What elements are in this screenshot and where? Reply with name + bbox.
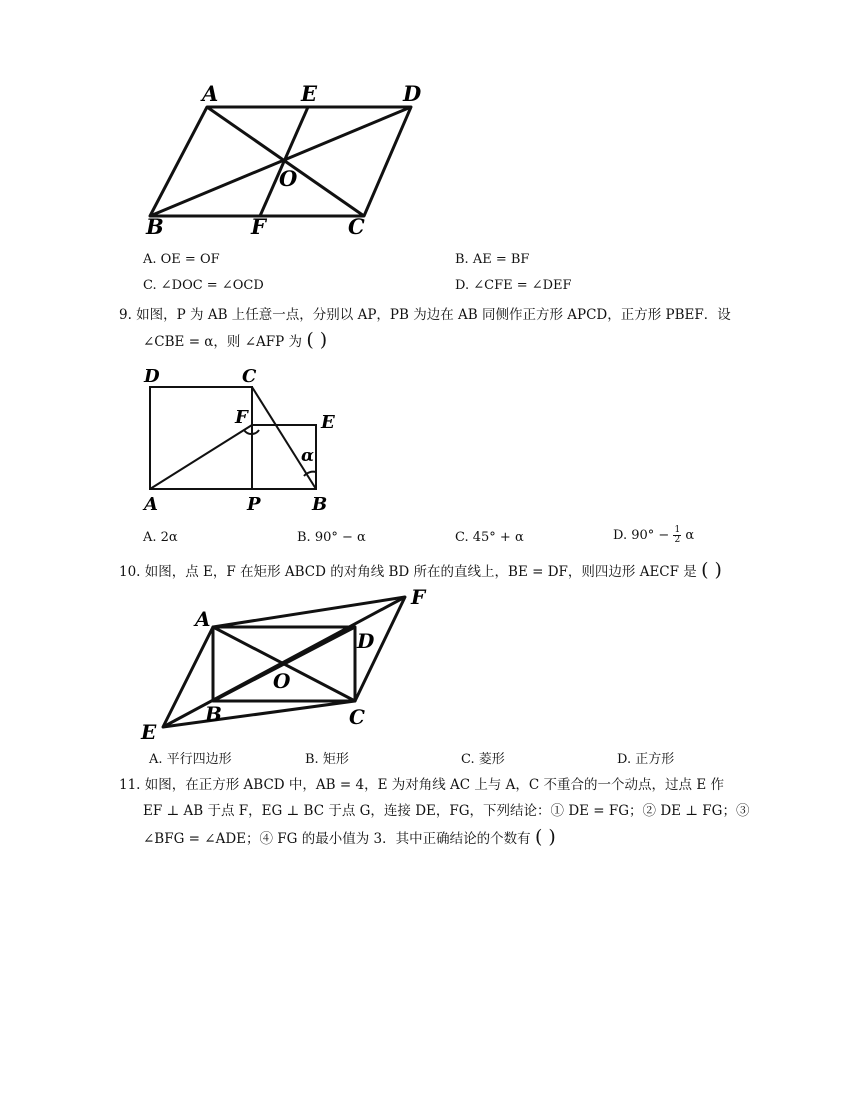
- label-E: E: [301, 81, 318, 106]
- label-E: E: [141, 720, 157, 744]
- label-alpha: α: [301, 446, 315, 466]
- q9-option-c[interactable]: C. 45° + α: [455, 530, 524, 545]
- q9-option-a[interactable]: A. 2α: [143, 530, 178, 545]
- label-B: B: [312, 494, 328, 515]
- q11-stem-text: ∠BFG = ∠ADE；④ FG 的最小值为 3．其中正确结论的个数有: [143, 831, 531, 847]
- q9-option-b[interactable]: B. 90° − α: [297, 530, 366, 545]
- q10-answer-blank[interactable]: ( ): [701, 559, 722, 581]
- label-E: E: [321, 412, 335, 433]
- q8-option-b[interactable]: B. AE = BF: [455, 252, 530, 267]
- q9-option-d-suffix: α: [685, 528, 695, 543]
- q9-stem-line2: [143, 328, 327, 355]
- q8-option-d[interactable]: D. ∠CFE = ∠DEF: [455, 278, 572, 293]
- q11-answer-blank[interactable]: ( ): [534, 826, 556, 848]
- label-F: F: [411, 585, 426, 609]
- label-O: O: [279, 166, 298, 191]
- q9-answer-blank[interactable]: ( ): [306, 329, 328, 351]
- label-F: F: [235, 407, 248, 428]
- q8-option-c[interactable]: C. ∠DOC = ∠OCD: [143, 278, 264, 293]
- label-F: F: [251, 214, 266, 239]
- q9-stem-line1: 9. 如图，P 为 AB 上任意一点，分别以 AP，PB 为边在 AB 同侧作正方形 APCD，正方形 PBEF．设: [119, 307, 731, 323]
- label-B: B: [205, 702, 222, 726]
- label-P: P: [247, 494, 261, 515]
- label-D: D: [144, 366, 160, 387]
- q10-option-c[interactable]: C. 菱形: [461, 752, 505, 767]
- q9-option-d-prefix: D. 90° −: [613, 528, 670, 543]
- label-C: C: [349, 705, 365, 729]
- label-C: C: [348, 214, 365, 239]
- q11-stem-line3: [143, 825, 556, 852]
- q10-option-a[interactable]: A. 平行四边形: [149, 752, 232, 767]
- fraction-one-half: $\frac{1}{2}$: [674, 525, 681, 545]
- label-A: A: [144, 494, 158, 515]
- q10-option-b[interactable]: B. 矩形: [305, 752, 349, 767]
- q8-parallelogram-figure: [135, 78, 435, 240]
- label-A: A: [195, 607, 211, 631]
- label-A: A: [202, 81, 219, 106]
- q9-squares-figure: [135, 360, 350, 518]
- q11-stem-line1: 11. 如图，在正方形 ABCD 中，AB = 4，E 为对角线 AC 上与 A，C 不重合的一个动点，过点 E 作: [119, 777, 724, 793]
- q9-option-d[interactable]: [613, 526, 694, 545]
- q10-option-d[interactable]: D. 正方形: [617, 752, 675, 767]
- label-C: C: [242, 366, 257, 387]
- q10-rectangle-figure: [135, 582, 435, 744]
- label-D: D: [357, 629, 375, 653]
- q10-stem-text: 10. 如图，点 E，F 在矩形 ABCD 的对角线 BD 所在的直线上，BE = DF，则四边形 AECF 是: [119, 564, 697, 580]
- q8-option-a[interactable]: A. OE = OF: [143, 252, 220, 267]
- q11-stem-line2: EF ⊥ AB 于点 F，EG ⊥ BC 于点 G，连接 DE，FG，下列结论：① DE = FG；② DE ⊥ FG；③: [143, 803, 750, 819]
- label-O: O: [273, 669, 291, 693]
- label-D: D: [403, 81, 422, 106]
- q9-stem-text: ∠CBE = α，则 ∠AFP 为: [143, 334, 303, 350]
- q10-stem-line1: [119, 558, 722, 585]
- label-B: B: [146, 214, 164, 239]
